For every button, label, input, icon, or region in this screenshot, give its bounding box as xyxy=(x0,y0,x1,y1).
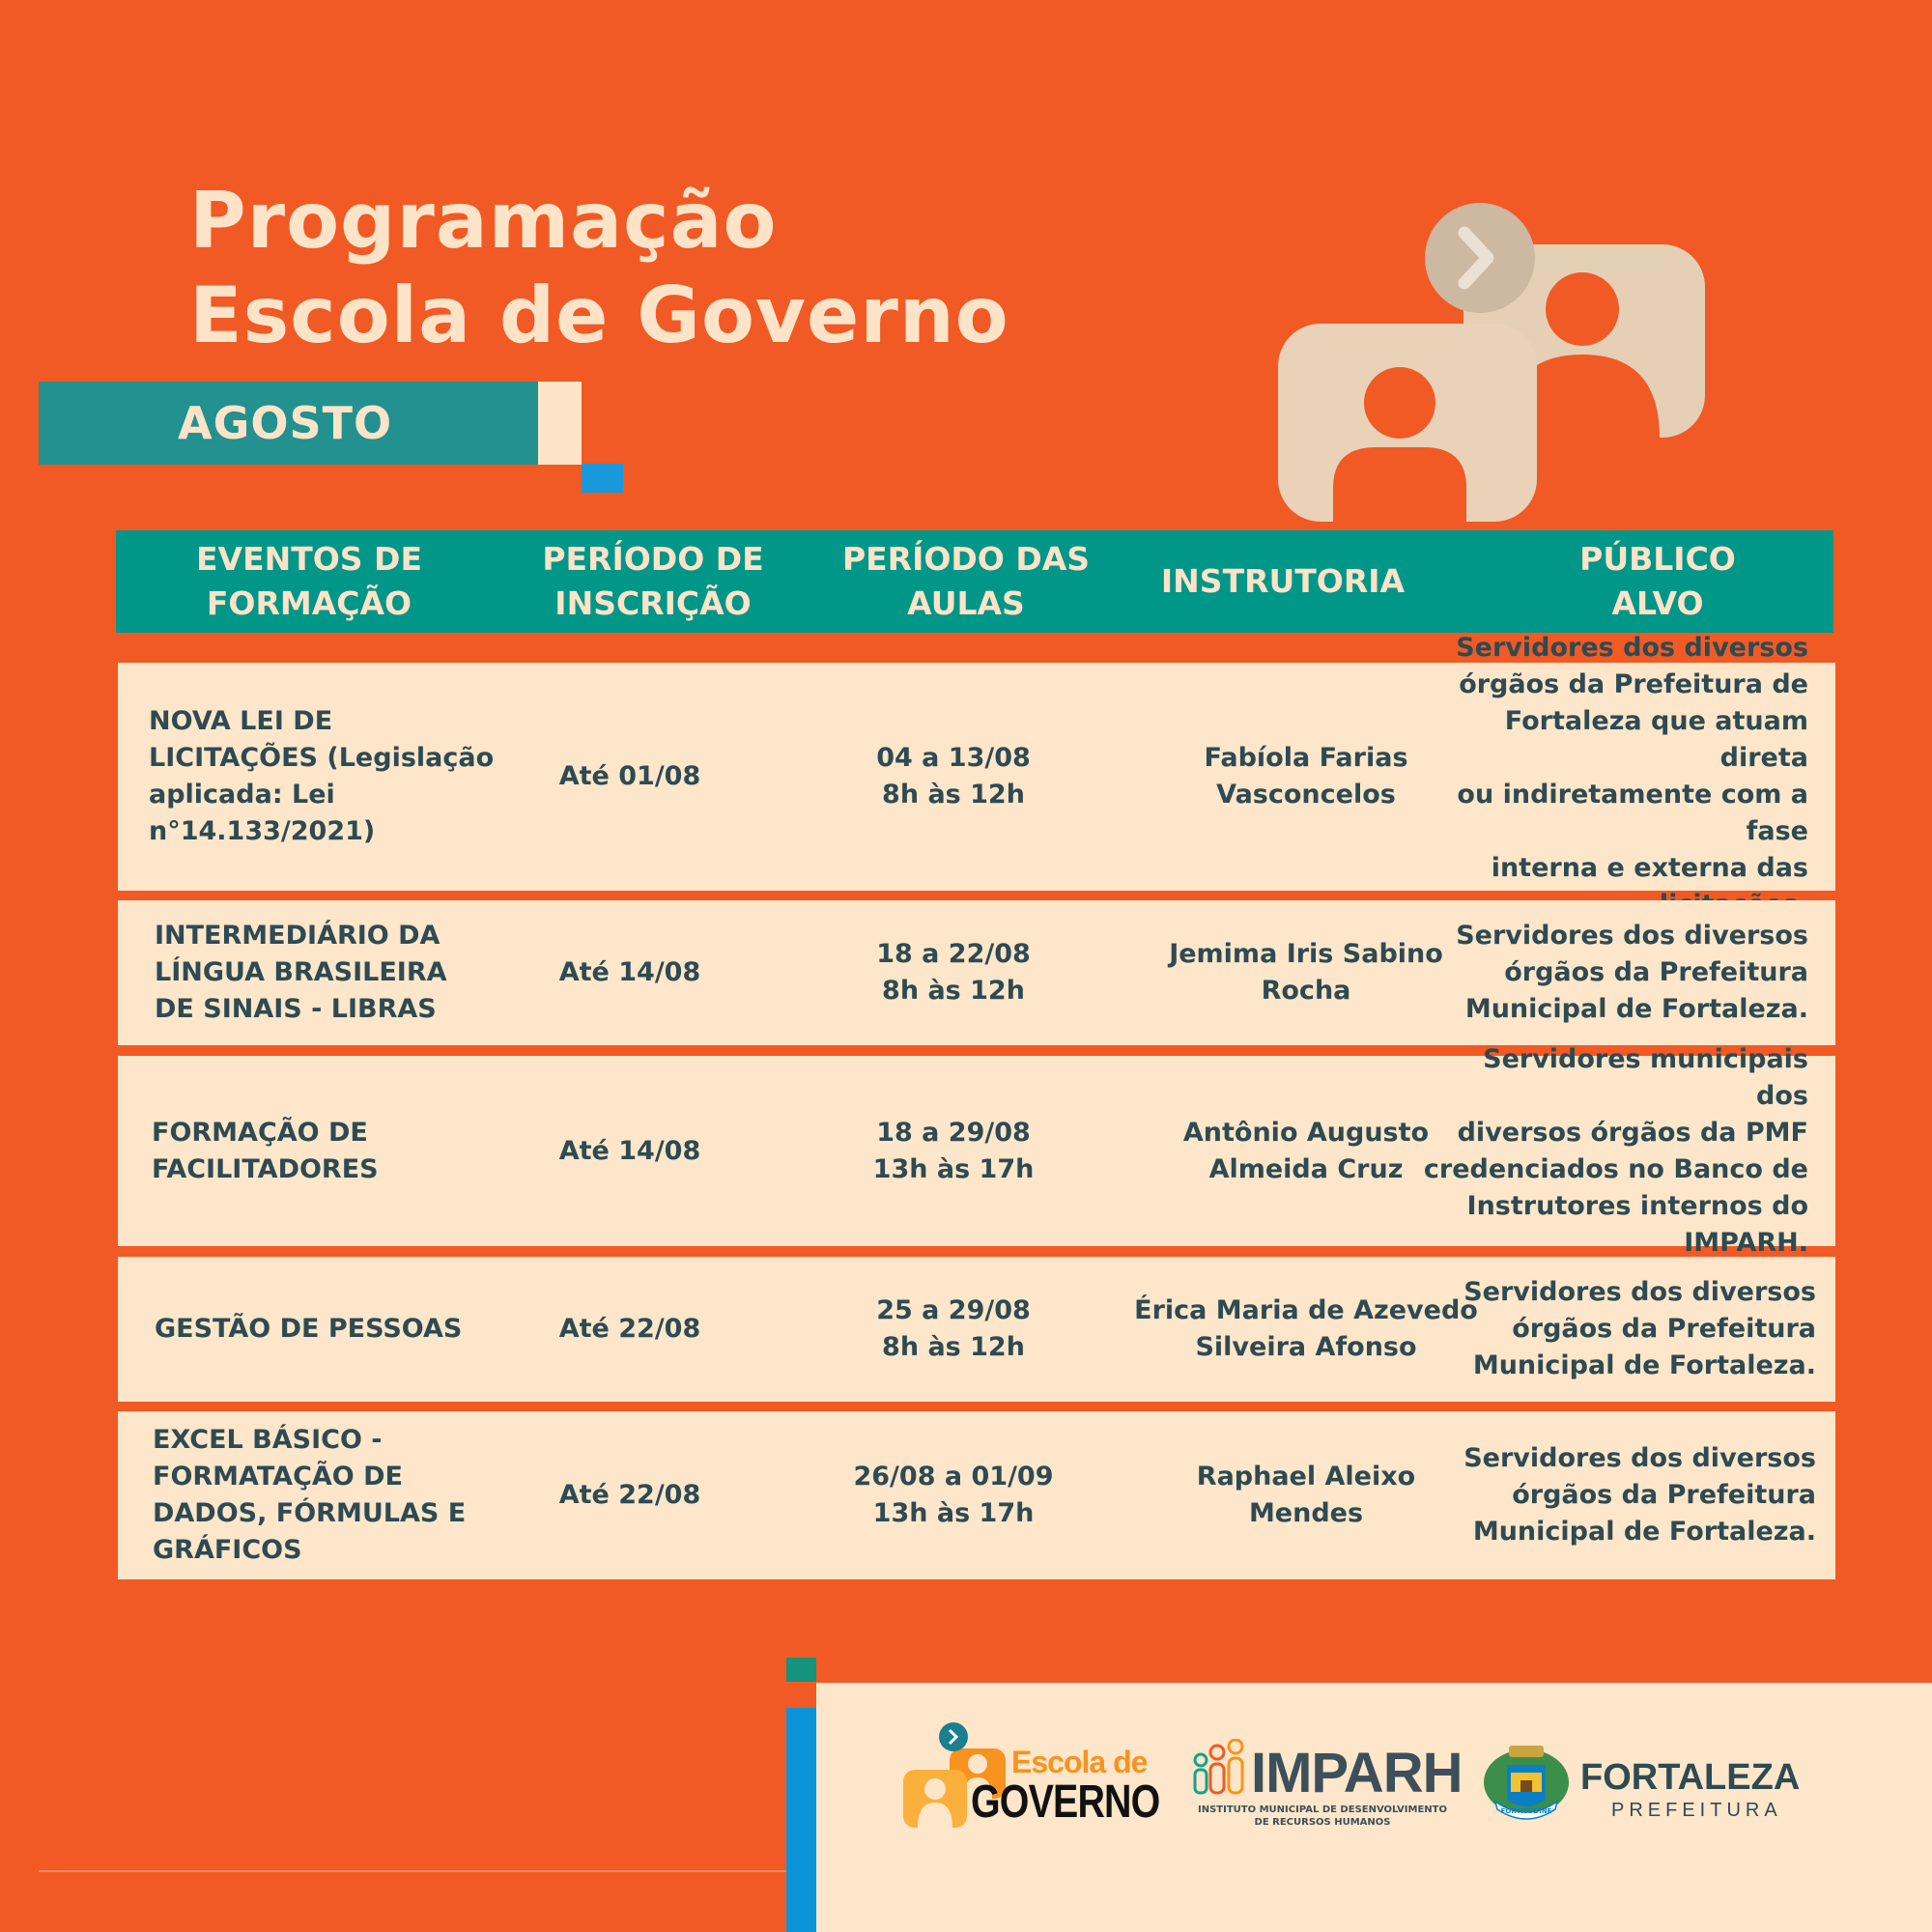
table-row xyxy=(118,1257,1835,1402)
target-audience: Servidores municipais dos diversos órgãos da PMF credenciados no Banco de Instrutores internos do IMPARH. xyxy=(1423,1043,1808,1258)
table-row xyxy=(118,1043,1835,1258)
instructor: Jemima Iris Sabino Rocha xyxy=(1169,939,1443,1006)
footer-accent-teal xyxy=(786,1658,816,1682)
page-title xyxy=(189,174,1009,363)
title-line-2: Escola de Governo xyxy=(189,270,1009,360)
imparh-logo xyxy=(1191,1739,1463,1835)
imparh-name: IMPARH xyxy=(1251,1742,1463,1804)
event-name: EXCEL BÁSICO - FORMATAÇÃO DE DADOS, FÓRMULAS E GRÁFICOS xyxy=(153,1425,467,1565)
target-audience: Servidores dos diversos órgãos da Prefeitura Municipal de Fortaleza. xyxy=(1456,921,1808,1024)
prefeitura-label: PREFEITURA xyxy=(1611,1800,1782,1821)
imparh-people-icon xyxy=(1191,1739,1255,1795)
registration-period: Até 14/08 xyxy=(558,957,701,987)
event-name: GESTÃO DE PESSOAS xyxy=(155,1314,463,1344)
class-period: 04 a 13/08 8h às 12h xyxy=(876,743,1031,810)
registration-period: Até 22/08 xyxy=(558,1480,701,1510)
table-row xyxy=(118,1411,1835,1579)
table-row xyxy=(118,633,1835,891)
instructor: Fabíola Farias Vasconcelos xyxy=(1204,743,1408,810)
seal-ribbon-text: FORTITUDINE xyxy=(1500,1807,1552,1815)
event-name: NOVA LEI DE LICITAÇÕES (Legislação aplicada: Lei n°14.133/2021) xyxy=(149,706,495,846)
table-header xyxy=(116,530,1833,633)
fortaleza-prefeitura-logo xyxy=(1478,1744,1811,1840)
event-name: INTERMEDIÁRIO DA LÍNGUA BRASILEIRA DE SINAIS - LIBRAS xyxy=(155,921,447,1024)
instructor: Raphael Aleixo Mendes xyxy=(1196,1462,1416,1528)
target-audience: Servidores dos diversos órgãos da Prefeitura de Fortaleza que atuam direta ou indiretamente com a fase interna e externa das xyxy=(1456,633,1808,883)
class-period: 18 a 29/08 13h às 17h xyxy=(872,1117,1035,1184)
registration-period: Até 14/08 xyxy=(558,1135,701,1166)
header-publico: PÚBLICO ALVO xyxy=(1579,540,1736,622)
month-banner-square xyxy=(582,464,623,493)
instructor: Antônio Augusto Almeida Cruz xyxy=(1182,1117,1430,1184)
fortaleza-name: FORTALEZA xyxy=(1580,1757,1801,1798)
target-audience: Servidores dos diversos órgãos da Prefeitura Municipal de Fortaleza. xyxy=(1463,1443,1816,1547)
footer-accent-blue xyxy=(786,1708,816,1932)
title-line-1: Programação xyxy=(189,176,778,266)
table-row xyxy=(118,900,1835,1045)
escola-de-governo-logo xyxy=(903,1721,1160,1837)
registration-period: Até 22/08 xyxy=(558,1314,701,1344)
class-period: 25 a 29/08 8h às 12h xyxy=(876,1295,1031,1362)
fortaleza-seal-icon xyxy=(1478,1744,1575,1821)
imparh-subtitle-2: DE RECURSOS HUMANOS xyxy=(1254,1817,1391,1828)
month-banner-accent xyxy=(538,382,582,465)
class-period: 18 a 22/08 8h às 12h xyxy=(876,939,1031,1006)
escola-logo-line1: Escola de xyxy=(1011,1745,1148,1779)
imparh-subtitle-1: INSTITUTO MUNICIPAL DE DESENVOLVIMENTO xyxy=(1198,1804,1447,1815)
header-inscricao: PERÍODO DE INSCRIÇÃO xyxy=(542,540,764,622)
instructor: Érica Maria de Azevedo Silveira Afonso xyxy=(1134,1295,1478,1362)
event-name: FORMAÇÃO DE FACILITADORES xyxy=(152,1117,379,1184)
escola-logo-line2: GOVERNO xyxy=(971,1776,1160,1828)
class-period: 26/08 a 01/09 13h às 17h xyxy=(853,1462,1054,1528)
registration-period: Até 01/08 xyxy=(558,761,701,791)
people-illustration-icon xyxy=(1275,198,1710,522)
header-instrutoria: INSTRUTORIA xyxy=(1160,562,1406,600)
month-label: AGOSTO xyxy=(178,397,393,449)
header-aulas: PERÍODO DAS AULAS xyxy=(841,540,1091,622)
header-eventos: EVENTOS DE FORMAÇÃO xyxy=(196,540,422,622)
target-audience: Servidores dos diversos órgãos da Prefeitura Municipal de Fortaleza. xyxy=(1463,1277,1816,1380)
